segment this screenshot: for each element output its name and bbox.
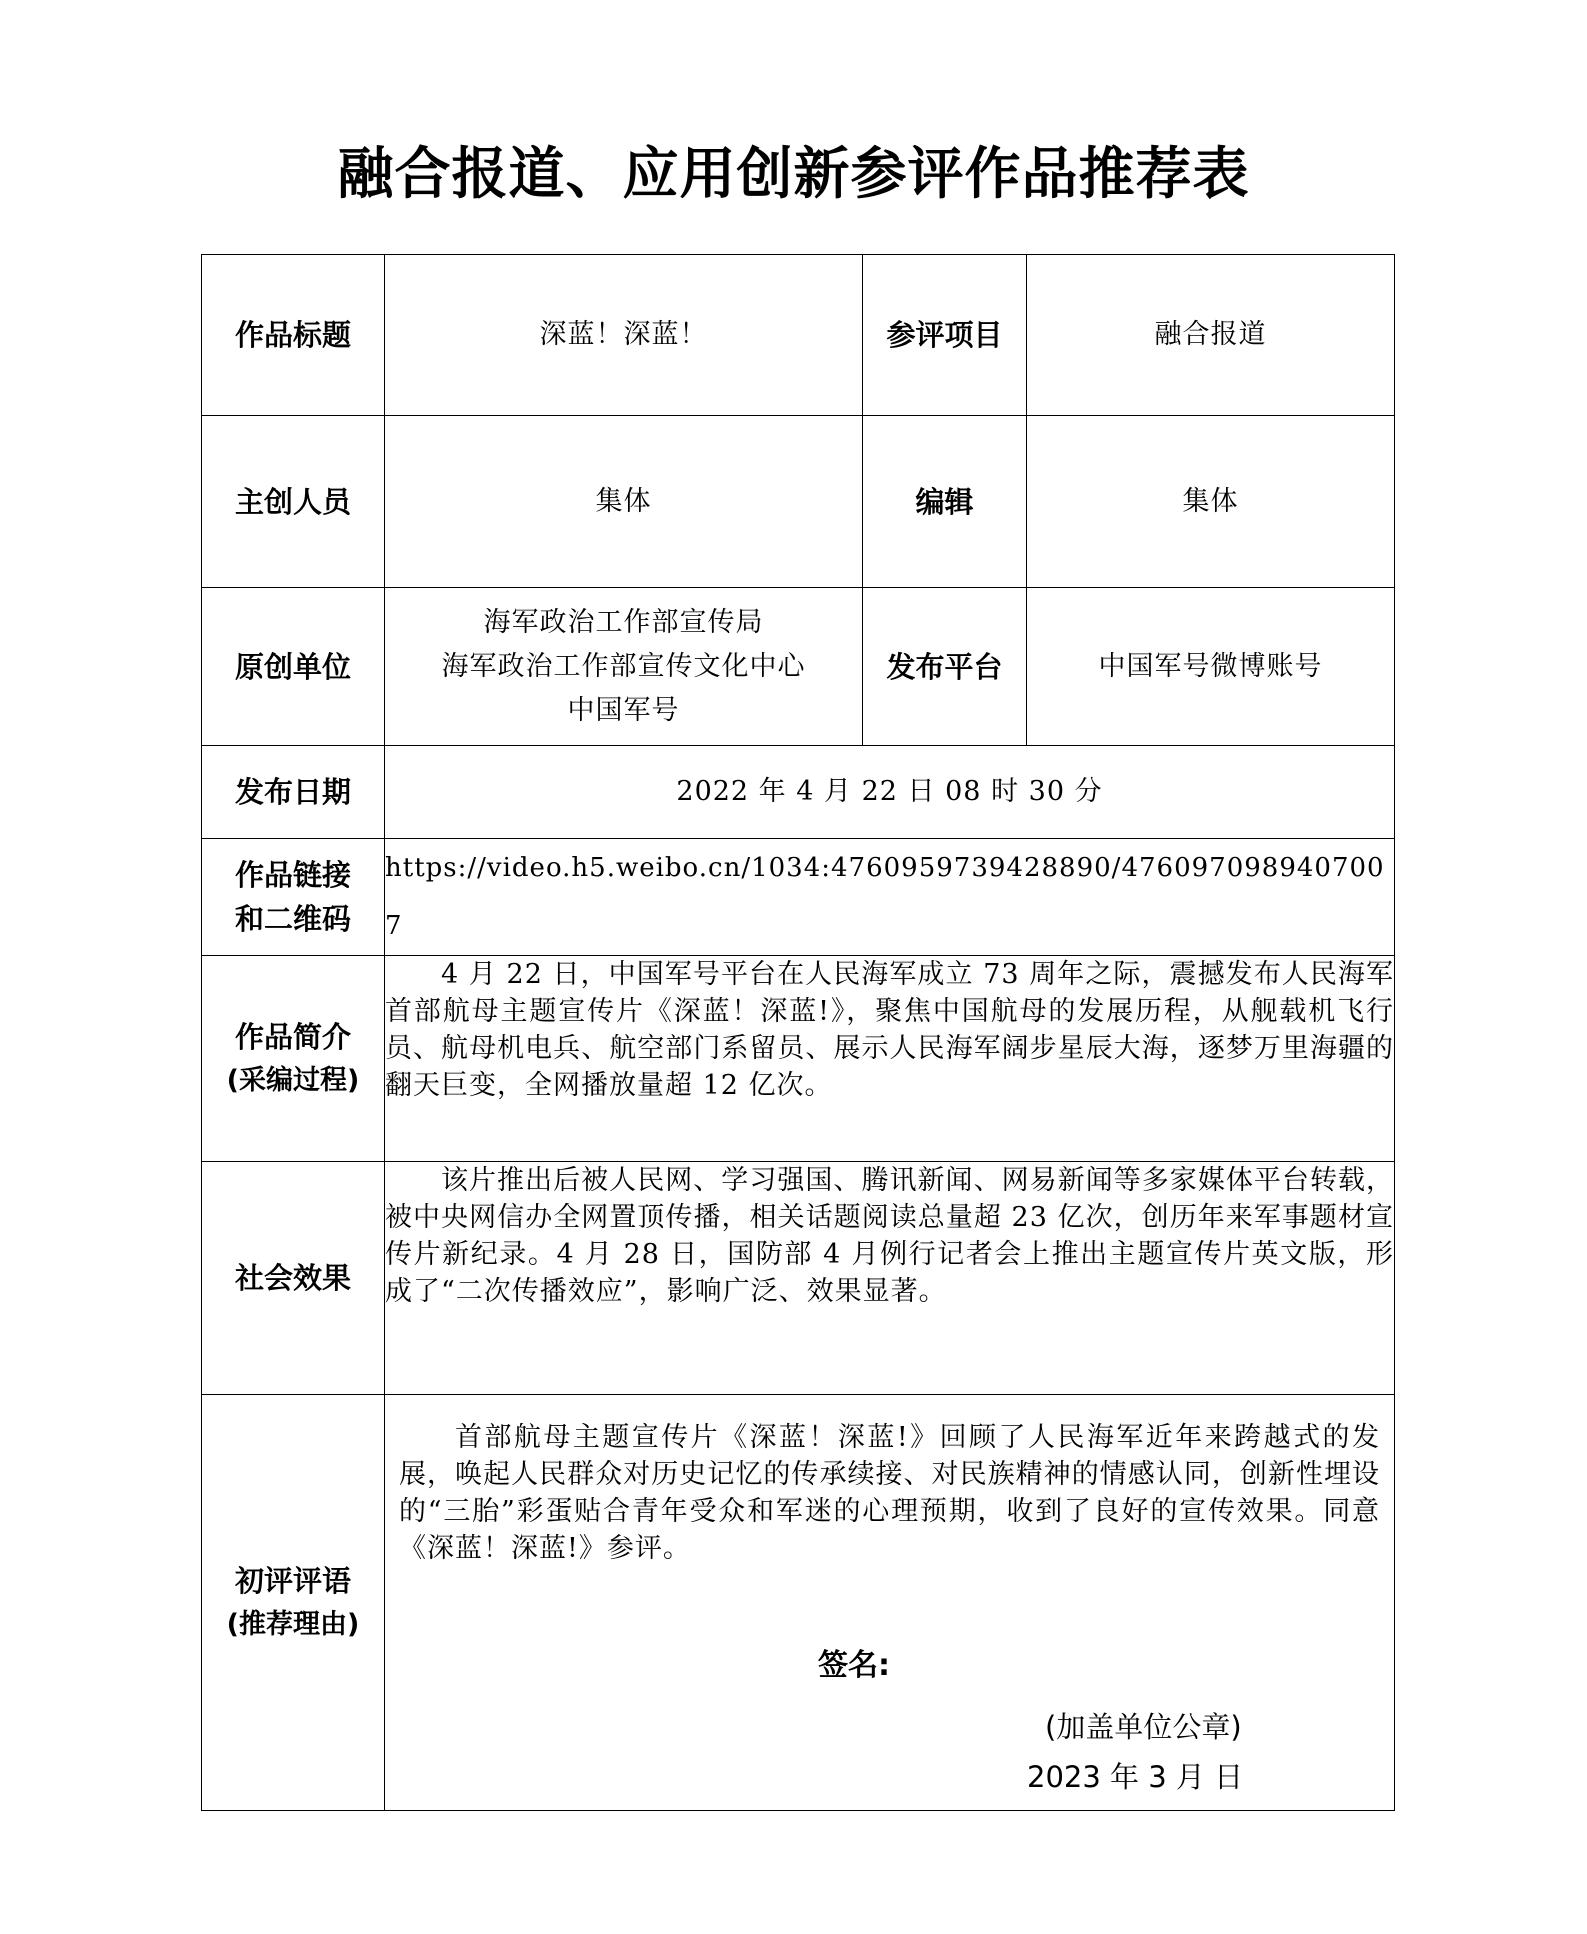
original-unit-line: 中国军号 — [567, 694, 680, 726]
work-link-value[interactable]: https://video.h5.weibo.cn/1034:4760959739428890/4760970989407007 — [385, 839, 1395, 956]
review-label — [202, 1395, 385, 1811]
publish-date-value: 2022 年 4 月 22 日 08 时 30 分 — [385, 746, 1395, 839]
original-unit-label: 原创单位 — [202, 588, 385, 746]
work-title-value: 深蓝！深蓝！ — [385, 255, 863, 416]
summary-label-line: (采编过程) — [226, 1064, 360, 1096]
social-effect-label: 社会效果 — [202, 1162, 385, 1395]
social-effect-text — [385, 1162, 1395, 1395]
summary-paragraph: 4 月 22 日，中国军号平台在人民海军成立 73 周年之际，震撼发布人民海军首部航母主题宣传片《深蓝！深蓝!》，聚焦中国航母的发展历程，从舰载机飞行员、航母机电兵、航空部门系留员、展示人民海军阔步星辰大海，逐梦万里海疆的翻天巨变，全网播放量超 12 亿次。 — [385, 959, 1394, 1101]
recommendation-form-table — [201, 254, 1395, 1811]
original-unit-value — [385, 588, 863, 746]
table-row — [202, 255, 1395, 416]
creators-label: 主创人员 — [202, 416, 385, 588]
summary-label — [202, 956, 385, 1162]
editor-value: 集体 — [1027, 416, 1395, 588]
signature-label: 签名: — [818, 1648, 890, 1683]
table-row — [202, 956, 1395, 1162]
publish-date-label: 发布日期 — [202, 746, 385, 839]
table-row — [202, 588, 1395, 746]
link-label — [202, 839, 385, 956]
platform-label: 发布平台 — [863, 588, 1027, 746]
table-row — [202, 416, 1395, 588]
category-label: 参评项目 — [863, 255, 1027, 416]
link-label-line: 和二维码 — [234, 902, 351, 936]
work-title-label: 作品标题 — [202, 255, 385, 416]
table-row — [202, 1162, 1395, 1395]
original-unit-line: 海军政治工作部宣传文化中心 — [441, 650, 806, 682]
signature-date: 2023 年 3 月 日 — [1027, 1760, 1244, 1794]
table-row — [202, 1395, 1395, 1811]
platform-value: 中国军号微博账号 — [1027, 588, 1395, 746]
category-value: 融合报道 — [1027, 255, 1395, 416]
review-label-line: (推荐理由) — [226, 1608, 360, 1640]
original-unit-line: 海军政治工作部宣传局 — [483, 606, 764, 638]
creators-value: 集体 — [385, 416, 863, 588]
review-text — [385, 1395, 1394, 1577]
review-paragraph: 首部航母主题宣传片《深蓝！深蓝!》回顾了人民海军近年来跨越式的发展，唤起人民群众对历史记忆的传承续接、对民族精神的情感认同，创新性埋设的“三胎”彩蛋贴合青年受众和军迷的心理预期，收到了良好的宣传效果。同意《深蓝！深蓝!》参评。 — [399, 1422, 1380, 1564]
review-cell — [385, 1395, 1395, 1811]
table-row — [202, 746, 1395, 839]
summary-label-line: 作品简介 — [234, 1019, 351, 1054]
link-label-line: 作品链接 — [234, 858, 351, 892]
review-content — [385, 1395, 1394, 1805]
editor-label: 编辑 — [863, 416, 1027, 588]
summary-text — [385, 956, 1395, 1162]
stamp-note: (加盖单位公章) — [1045, 1710, 1242, 1744]
review-label-line: 初评评语 — [234, 1563, 351, 1598]
table-row — [202, 839, 1395, 956]
page-title: 融合报道、应用创新参评作品推荐表 — [337, 141, 1250, 207]
social-effect-paragraph: 该片推出后被人民网、学习强国、腾讯新闻、网易新闻等多家媒体平台转载，被中央网信办全网置顶传播，相关话题阅读总量超 23 亿次，创历年来军事题材宣传片新纪录。4 月 28 日，国防部 4 月例行记者会上推出主题宣传片英文版，形成了“二次传播效应”，影响广泛、效果显著。 — [385, 1165, 1394, 1307]
